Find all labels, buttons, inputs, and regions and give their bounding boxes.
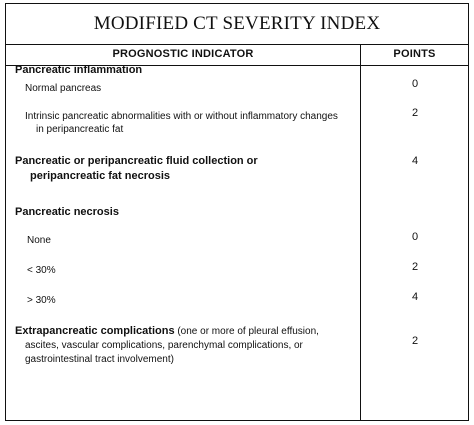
points-column-header: POINTS [393, 48, 436, 60]
indicator-column-header: PROGNOSTIC INDICATOR [112, 48, 254, 60]
section-heading-necrosis: Pancreatic necrosis [15, 206, 119, 218]
points-normal-pancreas: 0 [411, 78, 419, 90]
points-necrosis-gt30: 4 [411, 291, 419, 303]
indicator-extra-line2: ascites, vascular complications, parenchymal complications, or [25, 340, 303, 351]
indicator-extra-line3: gastrointestinal tract involvement) [25, 354, 174, 365]
indicator-extra-line1 [15, 324, 319, 339]
indicator-necrosis-gt30: > 30% [27, 295, 56, 306]
indicator-necrosis-lt30: < 30% [27, 265, 56, 276]
table-title: MODIFIED CT SEVERITY INDEX [93, 13, 381, 34]
indicator-intrinsic-line1: Intrinsic pancreatic abnormalities with or without inflammatory changes [25, 111, 338, 122]
indicator-fluid-line1: Pancreatic or peripancreatic fluid collection or [15, 155, 258, 167]
indicator-extra-rest: (one or more of pleural effusion, [174, 326, 319, 337]
indicator-normal-pancreas: Normal pancreas [25, 83, 102, 94]
points-intrinsic: 2 [411, 107, 419, 119]
indicator-extra-bold: Extrapancreatic complications [15, 325, 175, 337]
points-fluid: 4 [411, 155, 419, 167]
indicator-necrosis-none: None [27, 235, 51, 246]
points-necrosis-lt30: 2 [411, 261, 419, 273]
severity-index-table [5, 3, 469, 421]
points-extra: 2 [411, 335, 419, 347]
section-heading-inflammation: Pancreatic inflammation [15, 64, 143, 76]
indicator-fluid-line2: peripancreatic fat necrosis [30, 170, 171, 182]
points-necrosis-none: 0 [411, 231, 419, 243]
indicator-intrinsic-line2: in peripancreatic fat [36, 124, 124, 135]
